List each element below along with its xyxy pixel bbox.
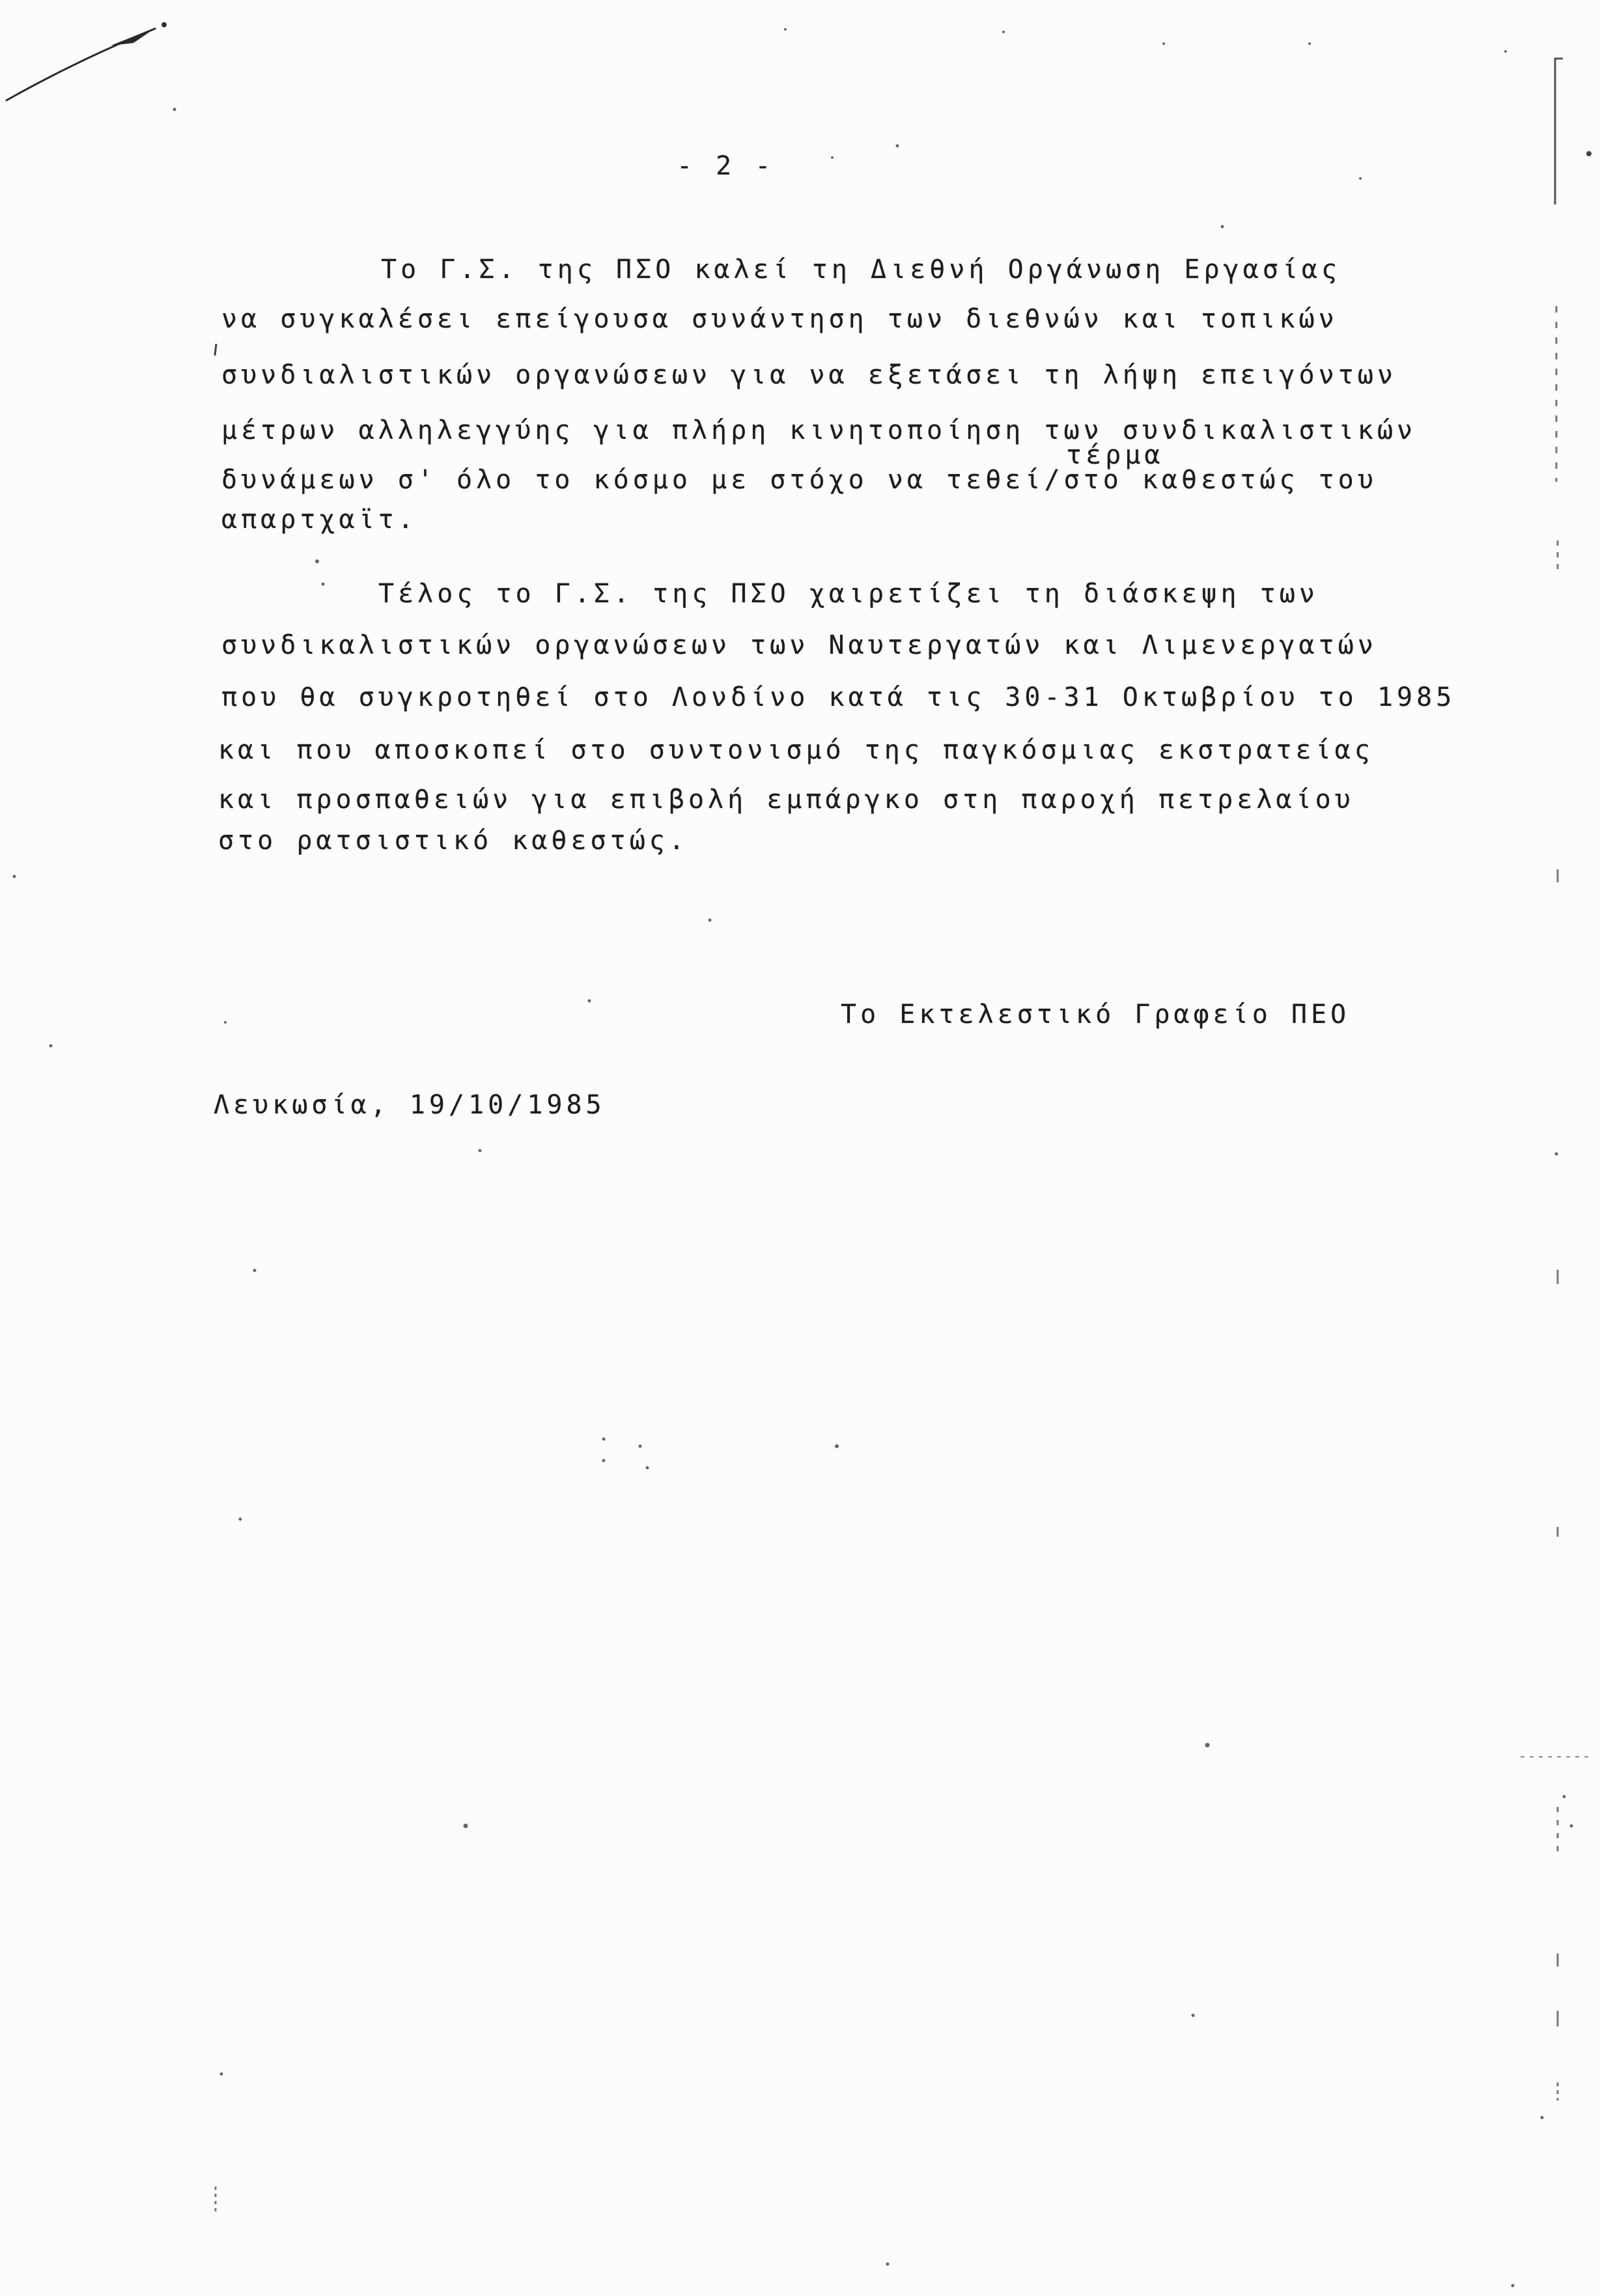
- scan-speck: [784, 28, 787, 31]
- paragraph-2-line-3: που θα συγκροτηθεί στο Λονδίνο κατά τις 30-31 Οκτωβρίου το 1985: [221, 682, 1456, 712]
- scan-speck: [1511, 2284, 1515, 2288]
- scan-speck: [1002, 31, 1005, 33]
- scan-speck: [1586, 151, 1592, 156]
- scan-speck: [1504, 50, 1507, 53]
- scan-speck: [464, 1824, 468, 1828]
- scan-speck: [315, 559, 319, 563]
- scan-speck: [1192, 2014, 1195, 2017]
- page-number: - 2 -: [677, 151, 775, 181]
- paragraph-2-line-4: και που αποσκοπεί στο συντονισμό της παγκόσμιας εκστρατείας: [218, 735, 1374, 765]
- scan-speck: [835, 1444, 839, 1448]
- place-date: Λευκωσία, 19/10/1985: [214, 1090, 606, 1120]
- scan-speck: [49, 1044, 53, 1048]
- scan-speck: [253, 1269, 257, 1272]
- paragraph-1-line-2: να συγκαλέσει επείγουσα συνάντηση των διεθνών και τοπικών: [221, 304, 1338, 334]
- paragraph-2-line-5: και προσπαθειών για επιβολή εμπάργκο στη παροχή πετρελαίου: [218, 785, 1354, 815]
- scan-speck: [1359, 177, 1362, 180]
- scan-speck: [886, 2263, 890, 2266]
- scan-speck: [161, 22, 167, 27]
- scan-speck: [322, 583, 325, 586]
- scan-speck: [1205, 1743, 1210, 1748]
- scan-speck: [602, 1438, 606, 1441]
- paragraph-1-line-4: μέτρων αλληλεγγύης για πλήρη κινητοποίηση των συνδικαλιστικών: [221, 415, 1417, 445]
- scan-border-bracket: [1555, 59, 1563, 204]
- paragraph-1-line-3: συνδιαλιστικών οργανώσεων για να εξετάσει τη λήψη επειγόντων: [221, 360, 1397, 390]
- paragraph-2-line-1: Τέλος το Γ.Σ. της ΠΣΟ χαιρετίζει τη διάσκεψη των: [378, 579, 1319, 609]
- signature: Το Εκτελεστικό Γραφείο ΠΕΟ: [841, 1000, 1351, 1029]
- scan-speck: [646, 1466, 649, 1470]
- scan-margin-mark: [215, 344, 216, 356]
- pen-stroke-head: [111, 27, 156, 46]
- scan-speck: [1570, 1825, 1573, 1828]
- paragraph-2-line-2: συνδικαλιστικών οργανώσεων των Ναυτεργατών και Λιμενεργατών: [221, 630, 1377, 660]
- scan-speck: [1555, 1153, 1558, 1156]
- scan-speck: [709, 919, 712, 922]
- scan-speck: [1221, 225, 1224, 229]
- scan-speck: [173, 108, 176, 111]
- scan-speck: [479, 1149, 482, 1153]
- scan-speck: [1563, 1795, 1566, 1799]
- scan-speck: [831, 156, 834, 159]
- paragraph-2-line-6: στο ρατσιστικό καθεστώς.: [218, 826, 688, 856]
- scan-speck: [639, 1445, 642, 1448]
- scan-speck: [602, 1459, 606, 1463]
- scan-speck: [588, 1000, 591, 1003]
- paragraph-1-line-5: δυνάμεων σ' όλο το κόσμο με στόχο να τεθεί/στο καθεστώς του: [221, 465, 1377, 495]
- scan-speck: [13, 875, 16, 878]
- scan-speck: [220, 2073, 223, 2076]
- scan-speck: [1162, 42, 1165, 45]
- scan-speck: [224, 1021, 227, 1024]
- scan-speck: [239, 1518, 242, 1521]
- scan-speck: [896, 145, 899, 148]
- paragraph-1-line-1: Το Γ.Σ. της ΠΣΟ καλεί τη Διεθνή Οργάνωση Εργασίας: [381, 255, 1341, 285]
- scan-speck: [1308, 42, 1311, 45]
- scan-speck: [1541, 2116, 1544, 2120]
- paragraph-1-line-6: απαρτχαϊτ.: [221, 505, 417, 535]
- inserted-word: τέρμα: [1066, 440, 1164, 470]
